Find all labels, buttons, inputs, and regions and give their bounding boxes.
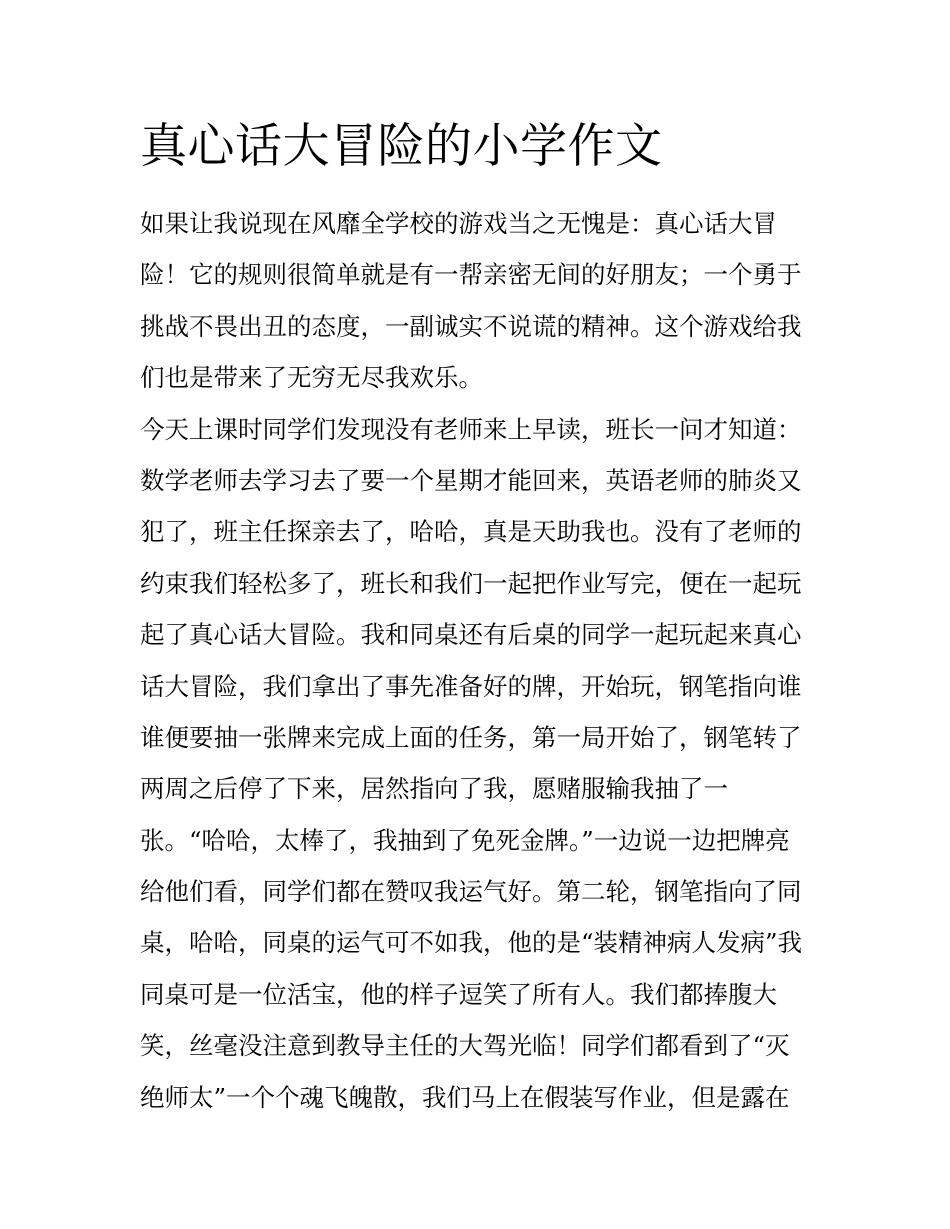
document-title: 真心话大冒险的小学作文 [140,119,663,174]
body-line: 挑战不畏出丑的态度，一副诚实不说谎的精神。这个游戏给我 [140,311,802,341]
body-line: 们也是带来了无穷无尽我欢乐。 [140,363,483,393]
body-line: 今天上课时同学们发现没有老师来上早读，班长一问才知道： [140,414,802,444]
body-line: 险！它的规则很简单就是有一帮亲密无间的好朋友；一个勇于 [140,260,802,290]
document-body [140,198,820,1123]
body-line: 给他们看，同学们都在赞叹我运气好。第二轮，钢笔指向了同 [140,877,802,907]
body-line: 如果让我说现在风靡全学校的游戏当之无愧是：真心话大冒 [140,209,777,238]
body-line: 两周之后停了下来，居然指向了我，愿赌服输我抽了一 [140,774,728,804]
body-line: 桌，哈哈，同桌的运气可不如我，他的是“装精神病人发病”我 [140,928,803,958]
body-line: 张。“哈哈，太棒了，我抽到了免死金牌。”一边说一边把牌亮 [140,825,790,855]
body-line: 犯了，班主任探亲去了，哈哈，真是天助我也。没有了老师的 [140,517,802,547]
body-line: 数学老师去学习去了要一个星期才能回来，英语老师的肺炎又 [140,465,802,495]
body-line: 话大冒险，我们拿出了事先准备好的牌，开始玩，钢笔指向谁 [140,671,802,701]
body-line: 约束我们轻松多了，班长和我们一起把作业写完，便在一起玩 [140,568,802,598]
body-line: 笑，丝毫没注意到教导主任的大驾光临！同学们都看到了“灭 [140,1031,790,1061]
body-line: 绝师太”一个个魂飞魄散，我们马上在假装写作业，但是露在 [140,1082,790,1112]
body-line: 起了真心话大冒险。我和同桌还有后桌的同学一起玩起来真心 [140,620,802,650]
body-line: 谁便要抽一张牌来完成上面的任务，第一局开始了，钢笔转了 [140,722,802,752]
body-line: 同桌可是一位活宝，他的样子逗笑了所有人。我们都捧腹大 [140,979,777,1009]
